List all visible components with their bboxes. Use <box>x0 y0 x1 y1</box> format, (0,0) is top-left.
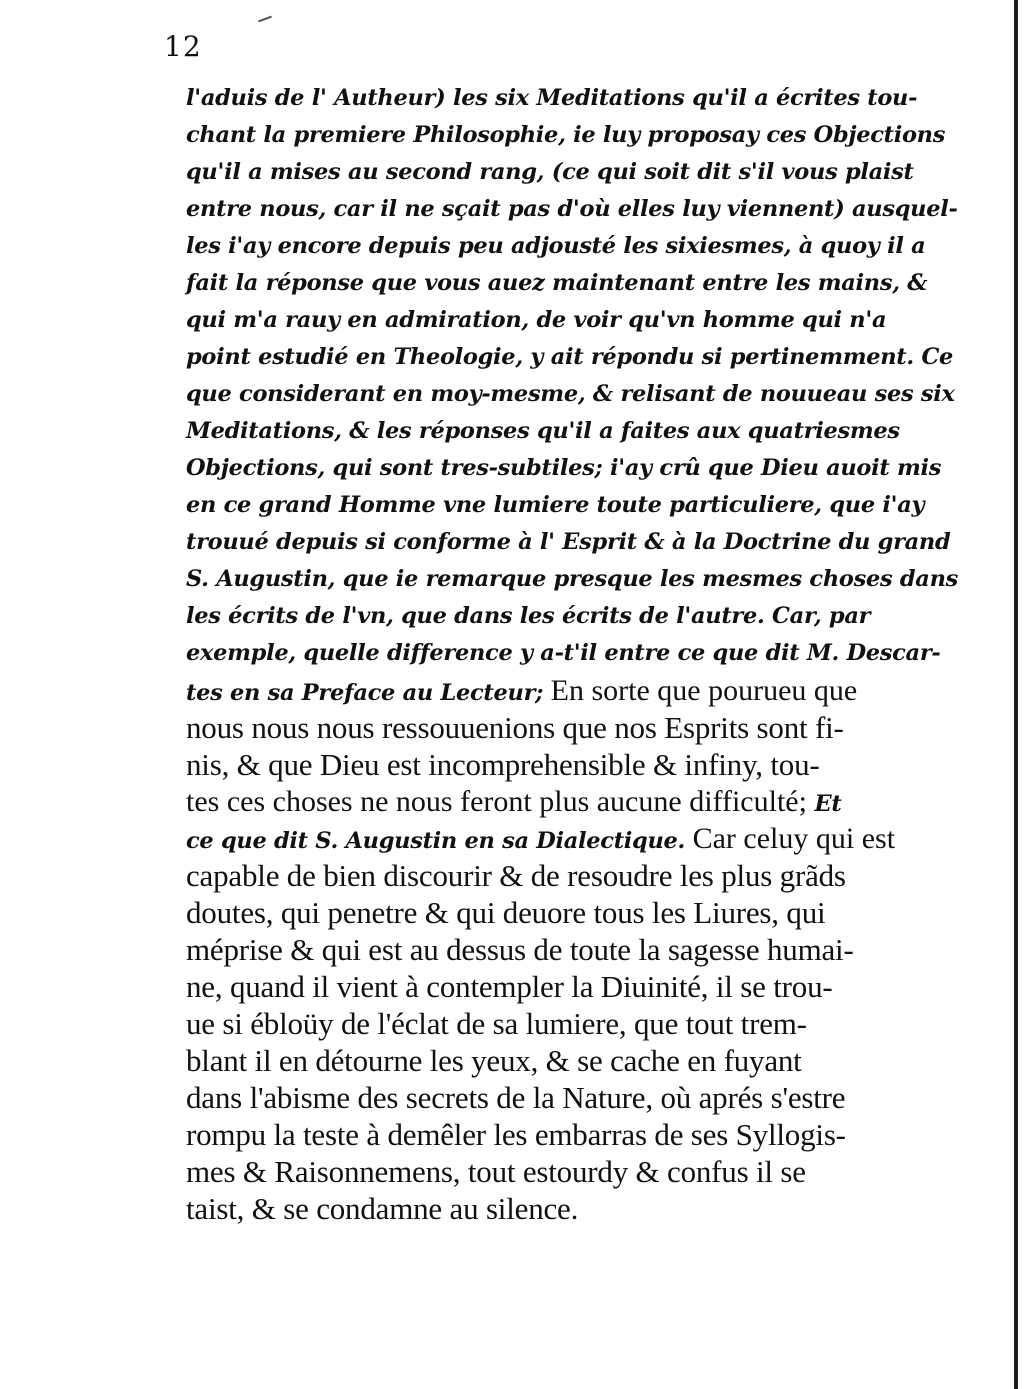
body-text <box>186 80 959 1227</box>
text-line: entre nous, car il ne sçait pas d'où elles luy viennent) ausquel- <box>186 196 958 222</box>
text-line-mixed <box>186 820 902 857</box>
text-line: trouué depuis si conforme à l' Esprit & à la Doctrine du grand <box>186 529 951 555</box>
text-line: les écrits de l'vn, que dans les écrits de l'autre. Car, par <box>186 603 871 629</box>
scan-mark <box>258 16 272 23</box>
text-line: capable de bien discourir & de resoudre les plus grãds <box>186 858 846 893</box>
scan-edge <box>1014 0 1018 1389</box>
text-segment-italic: Et <box>806 791 842 817</box>
text-line: en ce grand Homme vne lumiere toute particuliere, que i'ay <box>186 492 925 518</box>
text-line: taist, & se condamne au silence. <box>186 1191 579 1226</box>
text-line-mixed <box>186 672 902 709</box>
text-line-mixed <box>186 783 902 820</box>
text-line: S. Augustin, que ie remarque presque les mesmes choses dans <box>186 566 959 592</box>
text-line: l'aduis de l' Autheur) les six Meditations qu'il a écrites tou- <box>186 85 918 111</box>
text-line: les i'ay encore depuis peu adjousté les sixiesmes, à quoy il a <box>186 233 926 259</box>
text-segment-italic: tes en sa Preface au Lecteur; <box>186 680 544 706</box>
text-line: qui m'a rauy en admiration, de voir qu'vn homme qui n'a <box>186 307 887 333</box>
text-line: que considerant en moy-mesme, & relisant de nouueau ses six <box>186 381 955 407</box>
text-line: exemple, quelle difference y a-t'il entre ce que dit M. Descar- <box>186 640 941 666</box>
text-line: méprise & qui est au dessus de toute la sagesse humai- <box>186 932 854 967</box>
text-line: mes & Raisonnemens, tout estourdy & confus il se <box>186 1154 806 1189</box>
text-line: doutes, qui penetre & qui deuore tous les Liures, qui <box>186 895 826 930</box>
text-line: Meditations, & les réponses qu'il a faites aux quatriesmes <box>186 418 900 444</box>
text-line: nis, & que Dieu est incomprehensible & infiny, tou- <box>186 747 820 782</box>
text-line: ne, quand il vient à contempler la Diuinité, il se trou- <box>186 969 833 1004</box>
text-line: ue si ébloüy de l'éclat de sa lumiere, que tout trem- <box>186 1006 807 1041</box>
text-line: dans l'abisme des secrets de la Nature, où aprés s'estre <box>186 1080 846 1115</box>
text-line: Objections, qui sont tres-subtiles; i'ay crû que Dieu auoit mis <box>186 455 942 481</box>
text-segment-italic: ce que dit S. Augustin en sa Dialectique. <box>186 828 686 854</box>
text-line: nous nous nous ressouuenions que nos Esprits sont fi- <box>186 710 844 745</box>
text-line: chant la premiere Philosophie, ie luy proposay ces Objections <box>186 122 946 148</box>
page-number: 12 <box>164 30 202 63</box>
text-segment-roman: En sorte que pourueu que <box>543 674 858 707</box>
text-line: fait la réponse que vous auez maintenant entre les mains, & <box>186 270 928 296</box>
text-line: point estudié en Theologie, y ait répondu si pertinemment. Ce <box>186 344 954 370</box>
text-segment-roman: Car celuy qui est <box>685 822 896 855</box>
text-line: blant il en détourne les yeux, & se cache en fuyant <box>186 1043 802 1078</box>
text-line: qu'il a mises au second rang, (ce qui soit dit s'il vous plaist <box>186 159 914 185</box>
text-segment-roman: tes ces choses ne nous feront plus aucune difficulté; <box>186 785 807 818</box>
text-line: rompu la teste à demêler les embarras de ses Syllogis- <box>186 1117 846 1152</box>
